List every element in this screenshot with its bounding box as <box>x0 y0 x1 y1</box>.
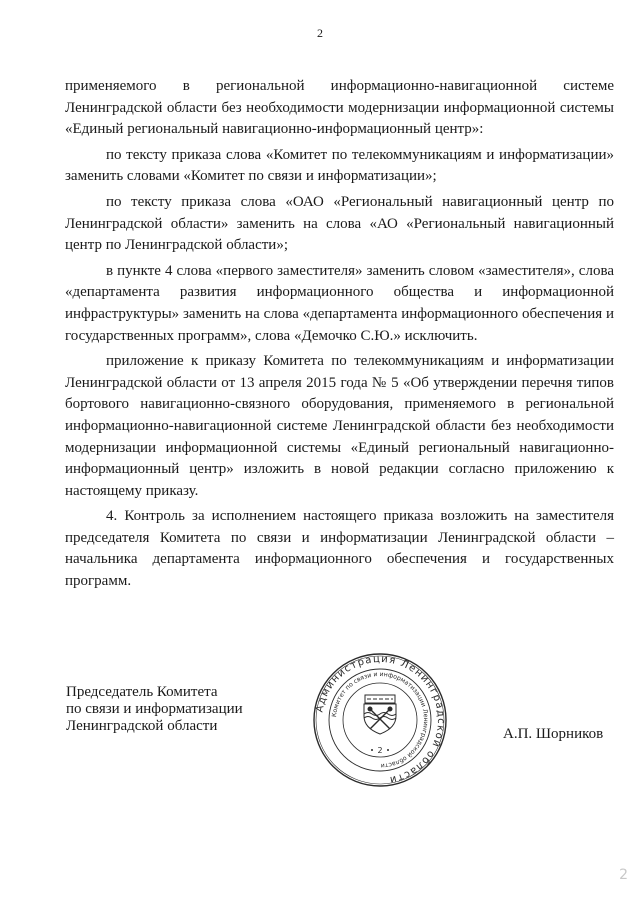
paragraph-committee-rename: по тексту приказа слова «Комитет по телекоммуникациям и информатизации» заменить словами «Комитет по связи и информатизации»; <box>65 146 614 185</box>
paragraph-point-4-amendment: в пункте 4 слова «первого заместителя» заменить словом «заместителя», слова «департамента развития информационного общества и информационной инфраструктуры» заменить на слова «департамента информационного обеспечения и государственных программ», слова «Демочко С.Ю.» исключить. <box>65 262 614 344</box>
signer-title <box>66 684 243 735</box>
paragraph-company-rename: по тексту приказа слова «ОАО «Региональный навигационный центр по Ленинградской области» заменить на слова «АО «Региональный навигационный центр по Ленинградской области»; <box>65 193 614 254</box>
page-number: 2 <box>317 26 323 40</box>
paragraph-control: 4. Контроль за исполнением настоящего приказа возложить на заместителя председателя Комитета по связи и информатизации Ленинградской области – начальника департамента информационного обеспечения и государственных программ. <box>65 508 614 590</box>
paragraph-appendix: приложение к приказу Комитета по телекоммуникациям и информатизации Ленинградской области от 13 апреля 2015 года № 5 «Об утверждении перечня типов бортового навигационно-связного оборудования, применяемого в региональной информационно-навигационной системе Ленинградской области без необходимости модернизации информационной системы «Единый региональный навигационно-информационный центр» изложить в новой редакции согласно приложению к настоящему приказу. <box>65 353 614 499</box>
signer-title-line: Ленинградской области <box>66 718 218 734</box>
seal-outer-text: Администрация Ленинградской области <box>314 653 447 786</box>
coat-of-arms-icon <box>364 695 396 734</box>
signer-title-line: Председатель Комитета <box>66 684 218 700</box>
document-body <box>65 76 614 597</box>
corner-page-mark: 2 <box>619 867 628 883</box>
signer-name: А.П. Шорников <box>503 726 604 742</box>
official-seal <box>312 652 448 788</box>
signer-title-line: по связи и информатизации <box>66 701 243 717</box>
seal-number: 2 <box>377 746 383 755</box>
seal-inner-text: Комитет по связи и информатизации Ленинградской области <box>331 670 430 770</box>
paragraph-continuation: применяемого в региональной информационно-навигационной системе Ленинградской области без необходимости модернизации информационной системы «Единый региональный навигационно-информационный центр»: <box>65 78 614 138</box>
